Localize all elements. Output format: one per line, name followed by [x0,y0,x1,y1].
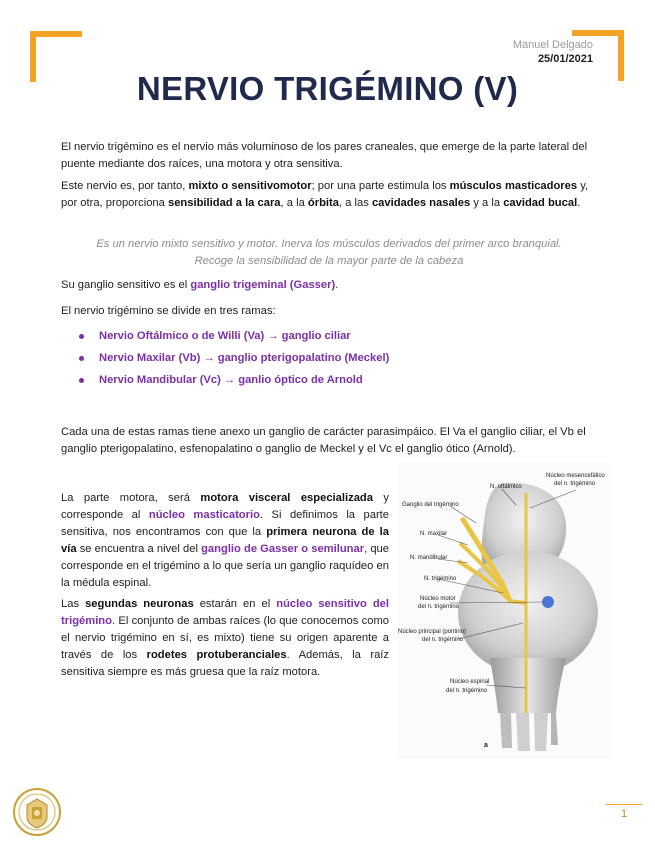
brainstem-figure [398,463,612,759]
pons-shape [458,551,598,675]
brainstem-illustration [398,463,612,759]
rootlet-shape [500,713,512,748]
motor-nucleus-dot [542,596,554,608]
label-spinal-nucleus: Núcleo espinal [450,679,490,685]
panel-label: a [484,742,488,749]
label-ganglion: Ganglio del trigémino [402,502,459,508]
bullet-icon [79,378,84,383]
mixed-nerve-paragraph: Este nervio es, por tanto, mixto o sensitivomotor; por una parte estimula los músculos masticadores y, por otra, proporciona sensibilidad a la cara, a la órbita, a las cavidades nasales y a la cavidad bucal. [61,180,589,209]
label-motor-nucleus-2: del n. trigémino [418,604,460,610]
label-principal-nucleus-2: del n. trigémino [422,637,464,643]
university-seal-icon [12,787,62,837]
corner-bracket-top-right [572,30,624,36]
summary-quote-line-1: Es un nervio mixto sensitivo y motor. Inerva los músculos derivados del primer arco branquial. [96,238,562,250]
document-date: 25/01/2021 [537,53,593,65]
label-trigeminal: N. trigémino [424,576,457,582]
rootlet-shape [534,713,548,751]
list-item: Nervio Oftálmico o de Willi (Va) → ganglio ciliar [61,328,601,350]
list-item: Nervio Mandibular (Vc) → ganlio óptico de Arnold [61,372,601,394]
intro-paragraph: El nervio trigémino es el nervio más voluminoso de los pares craneales, que emerge de la parte lateral del puente mediante dos raíces, una motora y otra sensitiva. [61,141,588,170]
label-maxillary: N. maxilar [420,531,448,537]
medulla-shape [490,658,566,713]
label-mesencephalic-nucleus: Núcleo mesencefálico [546,473,605,479]
corner-bracket-top-left [30,31,82,37]
branch-list [61,328,601,394]
ganglion-paragraph: Su ganglio sensitivo es el ganglio trigeminal (Gasser). [61,279,339,291]
label-principal-nucleus: Núcleo principal (pontino) [398,629,467,635]
author-name: Manuel Delgado [512,39,593,51]
university-seal [12,787,62,837]
annex-paragraph: Cada una de estas ramas tiene anexo un ganglio de carácter parasimpáico. El Va el ganglio ciliar, el Vb el ganglio pterigopalatino, esfenopalatino o ganglio de Meckel y el Vc el ganglio ótico (Arnold). [61,426,586,455]
bullet-icon [79,356,84,361]
second-neurons-paragraph: Las segundas neuronas estarán en el núcleo sensitivo del trigémino. El conjunto de ambas raíces (lo que conocemos como el nervio trigémino en sí, es mixto) tiene su origen aparente a través de los rodetes protuberanciales. Además, la raíz sensitiva siempre es más gruesa que la raíz motora. [61,598,389,678]
label-mesencephalic-nucleus-2: del n. trigémino [554,481,596,487]
label-ophthalmic: N. oftálmico [490,484,522,490]
branches-intro: El nervio trigémino se divide en tres ramas: [61,305,276,317]
page-title: NERVIO TRIGÉMINO (V) [136,70,519,107]
label-mandibular: N. mandibular [410,555,448,561]
label-spinal-nucleus-2: del n. trigémino [446,688,488,694]
page-number: 1 [620,808,628,820]
rootlet-shape [516,713,530,751]
label-motor-nucleus: Núcleo motor [420,596,456,602]
motor-paragraph: La parte motora, será motora visceral especializada y corresponde al núcleo masticatorio. Si definimos la parte sensitiva, nos encontramos con que la primera neurona de la vía se encuentra a nivel del ganglio de Gasser o semilunar, que corresponde en el trigémino a lo que sería un ganglio raquídeo en la médula espinal. [61,492,390,589]
page-number-rule [606,804,642,805]
summary-quote-line-2: Recoge la sensibilidad de la mayor parte de la cabeza [194,255,464,267]
list-item: Nervio Maxilar (Vb) → ganglio pterigopalatino (Meckel) [61,350,601,372]
rootlet-shape [551,713,558,745]
bullet-icon [79,334,84,339]
